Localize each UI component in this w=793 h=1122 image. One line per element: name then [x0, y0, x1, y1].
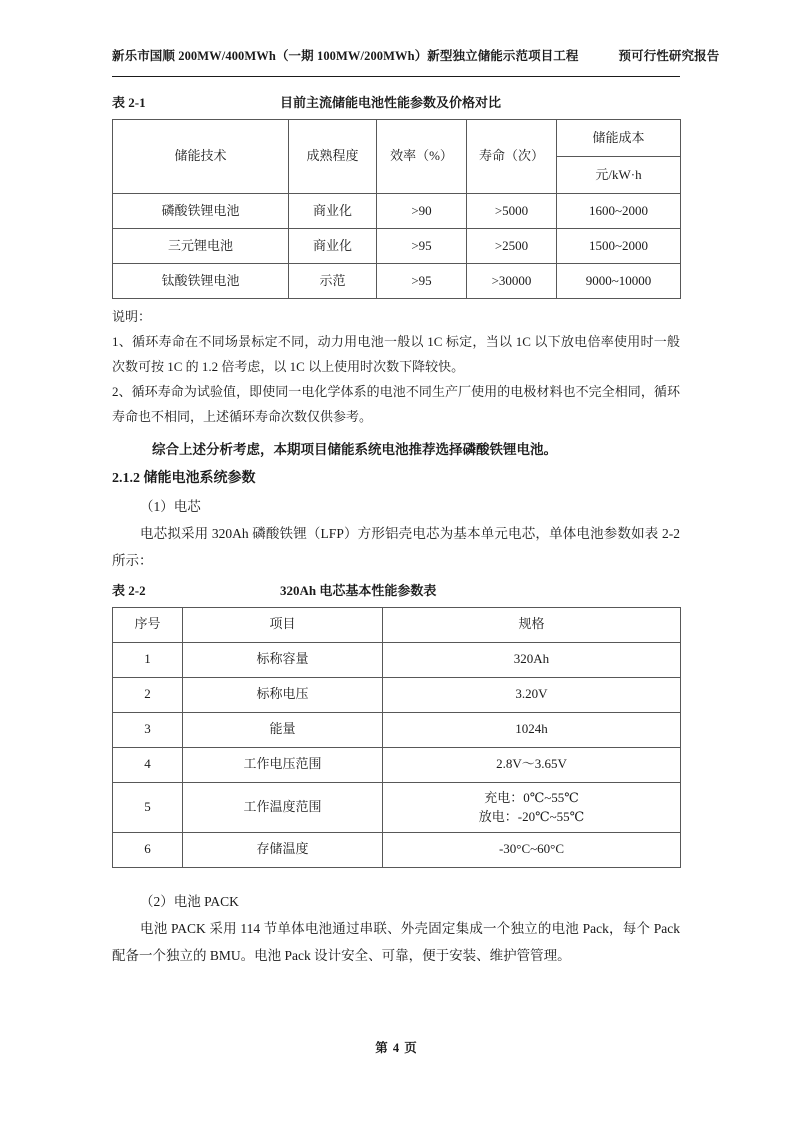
table2-cell-spec: 3.20V — [383, 677, 681, 712]
page-content — [112, 92, 680, 969]
subsection-label-cell: （1）电芯 — [140, 498, 201, 514]
table1-cell-maturity: 示范 — [289, 264, 377, 299]
table2-cell-item: 存储温度 — [183, 832, 383, 867]
table-row — [113, 264, 681, 299]
header-project-title: 新乐市国顺 200MW/400MWh（一期 100MW/200MWh）新型独立储能示范项目工程 — [112, 49, 579, 63]
table1-cell-efficiency: >90 — [377, 194, 467, 229]
table1-cell-technology: 三元锂电池 — [113, 229, 289, 264]
table1-header-maturity: 成熟程度 — [289, 120, 377, 194]
table1-cell-lifetime: >30000 — [467, 264, 557, 299]
table1-cell-cost: 9000~10000 — [557, 264, 681, 299]
header-divider-rule — [112, 76, 680, 77]
table1-caption — [112, 92, 680, 111]
table1-header-lifetime: 寿命（次） — [467, 120, 557, 194]
pack-description-paragraph: 电池 PACK 采用 114 节单体电池通过串联、外壳固定集成一个独立的电池 Pack，每个 Pack 配备一个独立的 BMU。电池 Pack 设计安全、可靠，便于安装、维护管管理。 — [112, 920, 680, 963]
header-report-type: 预可行性研究报告 — [618, 49, 720, 63]
table2-cell-item: 标称电压 — [183, 677, 383, 712]
table1-caption-number: 表 2-1 — [112, 95, 146, 110]
note-item-2: 2、循环寿命为试验值，即使同一电化学体系的电池不同生产厂使用的电极材料也不完全相同，循环寿命也不相同，上述循环寿命次数仅供参考。 — [112, 383, 680, 424]
table1-notes — [112, 305, 680, 430]
table2-cell-no: 4 — [113, 747, 183, 782]
table2-cell-spec: 320Ah — [383, 642, 681, 677]
table2-cell-spec: 1024h — [383, 712, 681, 747]
table2-cell-item: 工作温度范围 — [183, 782, 383, 832]
section-heading-2-1-2: 2.1.2 储能电池系统参数 — [112, 470, 256, 486]
table1-cell-maturity: 商业化 — [289, 229, 377, 264]
table2-cell-spec: -30°C~60°C — [383, 832, 681, 867]
note-item-1: 1、循环寿命在不同场景标定不同，动力用电池一般以 1C 标定，当以 1C 以下放电倍率使用时一般次数可按 1C 的 1.2 倍考虑，以 1C 以上使用时次数下降较快。 — [112, 333, 680, 374]
table2-header-spec: 规格 — [383, 607, 681, 642]
table1-cell-technology: 磷酸铁锂电池 — [113, 194, 289, 229]
table1-cell-cost: 1500~2000 — [557, 229, 681, 264]
temperature-discharge-line: 放电：-20℃~55℃ — [478, 809, 585, 825]
table2-cell-spec-temperature — [383, 782, 681, 832]
table-row — [113, 229, 681, 264]
table1-header-efficiency: 效率（%） — [377, 120, 467, 194]
table2-header-no: 序号 — [113, 607, 183, 642]
table1-cell-lifetime: >5000 — [467, 194, 557, 229]
table2-cell-no: 6 — [113, 832, 183, 867]
table-row — [113, 747, 681, 782]
table1-cell-maturity: 商业化 — [289, 194, 377, 229]
table1-header-technology: 储能技术 — [113, 120, 289, 194]
table2-cell-no: 1 — [113, 642, 183, 677]
table-row — [113, 712, 681, 747]
table1-cell-cost: 1600~2000 — [557, 194, 681, 229]
notes-label: 说明： — [112, 309, 152, 324]
table1-cell-technology: 钛酸铁锂电池 — [113, 264, 289, 299]
table-row — [113, 832, 681, 867]
table1-header-cost-unit: 元/kW·h — [557, 157, 681, 194]
table1-cell-efficiency: >95 — [377, 264, 467, 299]
table-row — [113, 642, 681, 677]
table2-cell-spec: 2.8V～3.65V — [383, 747, 681, 782]
table1-cell-efficiency: >95 — [377, 229, 467, 264]
table2-caption-title: 320Ah 电芯基本性能参数表 — [280, 582, 437, 598]
battery-comparison-table — [112, 119, 681, 299]
table2-caption — [112, 580, 680, 599]
table2-cell-no: 5 — [113, 782, 183, 832]
table-row — [113, 677, 681, 712]
table-row — [113, 782, 681, 832]
cell-parameters-table — [112, 607, 681, 868]
cell-description-paragraph: 电芯拟采用 320Ah 磷酸铁锂（LFP）方形铝壳电芯为基本单元电芯，单体电池参数如表 2-2 所示： — [112, 525, 680, 568]
table1-caption-title: 目前主流储能电池性能参数及价格对比 — [280, 95, 502, 110]
table2-cell-item: 工作电压范围 — [183, 747, 383, 782]
table2-header-row — [113, 607, 681, 642]
document-running-header — [112, 46, 720, 64]
table2-caption-number: 表 2-2 — [112, 582, 146, 598]
table2-cell-no: 3 — [113, 712, 183, 747]
page-number-footer: 第 4 页 — [375, 1041, 418, 1055]
subsection-label-pack: （2）电池 PACK — [140, 893, 239, 909]
table1-header-cost: 储能成本 — [557, 120, 681, 157]
table2-cell-item: 标称容量 — [183, 642, 383, 677]
table2-cell-no: 2 — [113, 677, 183, 712]
table1-header-row-1 — [113, 120, 681, 157]
table1-cell-lifetime: >2500 — [467, 229, 557, 264]
conclusion-paragraph: 综合上述分析考虑，本期项目储能系统电池推荐选择磷酸铁锂电池。 — [152, 441, 557, 457]
table-row — [113, 194, 681, 229]
table2-header-item: 项目 — [183, 607, 383, 642]
table2-cell-item: 能量 — [183, 712, 383, 747]
temperature-charge-line: 充电：0℃~55℃ — [484, 789, 579, 805]
